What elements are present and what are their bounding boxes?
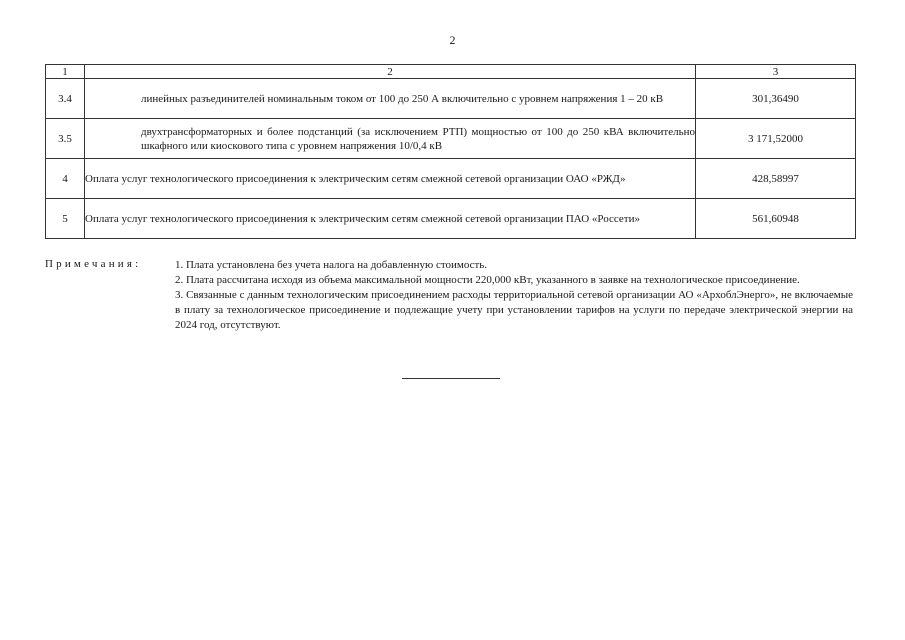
table-body — [46, 79, 856, 239]
row-description: Оплата услуг технологического присоединения к электрическим сетям смежной сетевой организации ПАО «Россети» — [85, 199, 696, 239]
row-value: 561,60948 — [696, 199, 856, 239]
tariff-table — [45, 64, 856, 239]
column-header-value: 3 — [696, 65, 856, 79]
note-item: 1. Плата установлена без учета налога на добавленную стоимость. — [175, 259, 488, 271]
column-header-number: 1 — [46, 65, 85, 79]
table-header — [46, 65, 856, 79]
row-number: 3.4 — [46, 79, 85, 119]
table-row — [46, 79, 856, 119]
end-divider-line — [402, 378, 500, 379]
table-row — [46, 199, 856, 239]
column-header-description: 2 — [85, 65, 696, 79]
row-number: 4 — [46, 159, 85, 199]
note-item: 2. Плата рассчитана исходя из объема максимальной мощности 220,000 кВт, указанного в заявке на технологическое присоединение. — [175, 274, 800, 286]
row-value: 301,36490 — [696, 79, 856, 119]
table-row — [46, 159, 856, 199]
row-value: 428,58997 — [696, 159, 856, 199]
row-description: Оплата услуг технологического присоединения к электрическим сетям смежной сетевой организации ОАО «РЖД» — [85, 159, 696, 199]
row-description: линейных разъединителей номинальным током от 100 до 250 А включительно с уровнем напряжения 1 – 20 кВ — [85, 79, 696, 119]
note-item: 3. Связанные с данным технологическим присоединением расходы территориальной сетевой организации АО «АрхоблЭнерго», не включаемые в плату за технологическое присоединение и подлежащие учету при установлении тарифов на услуги по передаче электрической энергии на 2024 год, отсутствуют. — [175, 289, 853, 331]
table-row — [46, 119, 856, 159]
row-number: 5 — [46, 199, 85, 239]
notes-list — [175, 258, 853, 333]
row-description: двухтрансформаторных и более подстанций (за исключением РТП) мощностью от 100 до 250 кВА включительно шкафного или киоскового типа с уровнем напряжения 10/0,4 кВ — [85, 119, 696, 159]
page-number: 2 — [449, 33, 456, 47]
header-row — [46, 65, 856, 79]
notes-label: Примечания: — [45, 258, 142, 270]
row-value: 3 171,52000 — [696, 119, 856, 159]
row-number: 3.5 — [46, 119, 85, 159]
